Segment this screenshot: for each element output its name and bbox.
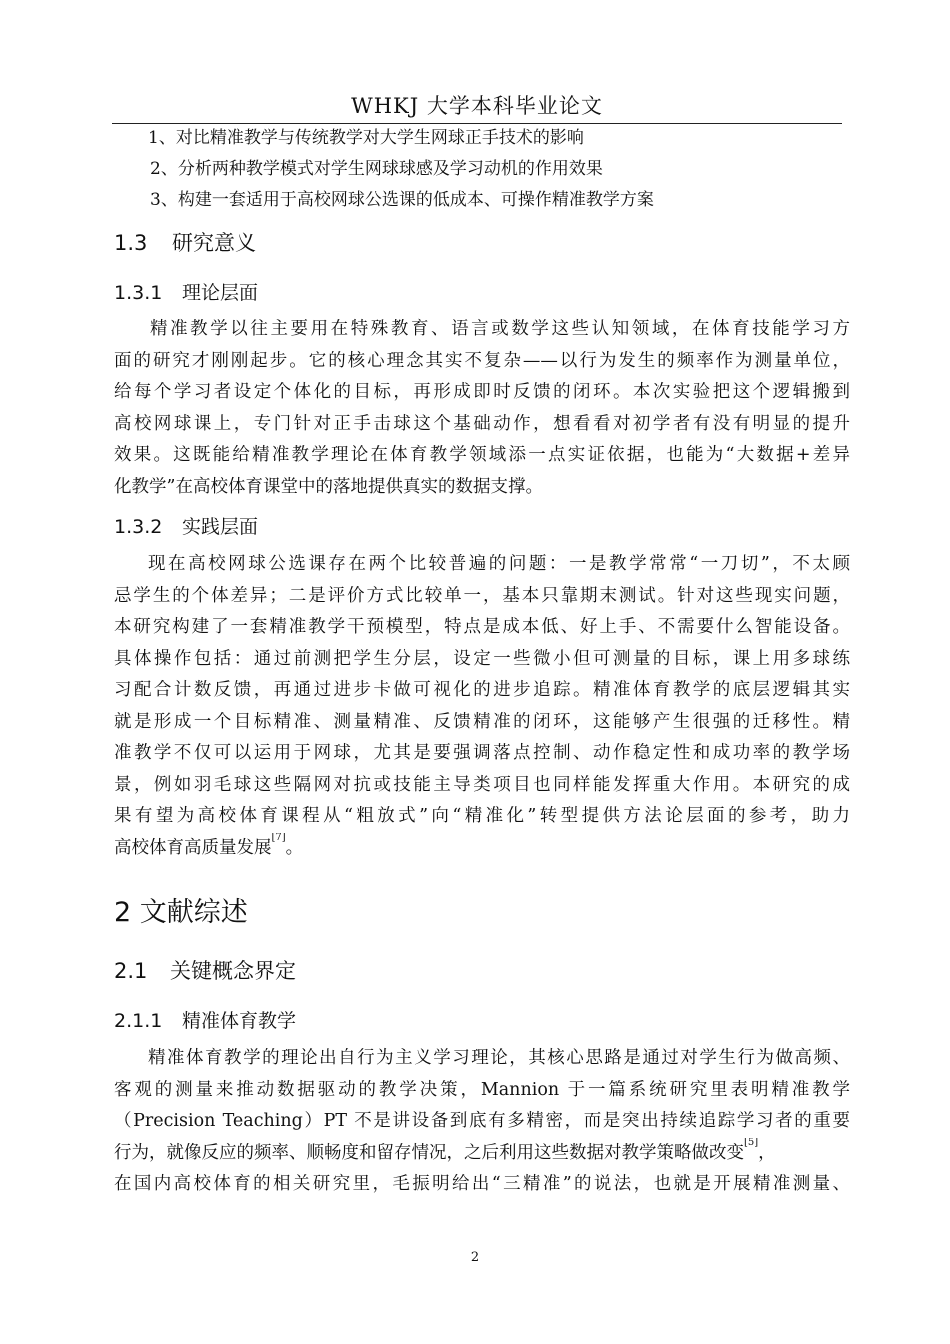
text-run: 行为，就像反应的频率、顺畅度和留存情况，之后利用这些数据对教学策略做改变	[114, 1142, 744, 1163]
text-line	[114, 1138, 850, 1170]
section-number: 1.3	[114, 231, 148, 255]
citation: [5]	[744, 1137, 759, 1148]
section-heading-1-3	[114, 229, 256, 257]
section-title: 研究意义	[172, 231, 256, 255]
section-number: 1.3.1	[114, 282, 163, 304]
text-run: 高校体育高质量发展	[114, 837, 272, 858]
paragraph-practice	[114, 549, 850, 864]
research-goal-3: 3、构建一套适用于高校网球公选课的低成本、可操作精准教学方案	[150, 190, 654, 210]
section-title: 理论层面	[182, 282, 259, 304]
text-line: 准教学不仅可以运用于网球，尤其是要强调落点控制、动作稳定性和成功率的教学场	[114, 743, 850, 763]
chapter-heading-2: 2 文献综述	[114, 897, 248, 928]
text-line: 景，例如羽毛球这些隔网对抗或技能主导类项目也同样能发挥重大作用。本研究的成	[114, 774, 850, 795]
section-heading-1-3-2	[114, 514, 258, 540]
text-line: 在国内高校体育的相关研究里，毛振明给出“三精准”的说法，也就是开展精准测量、	[114, 1174, 850, 1194]
text-line	[114, 833, 850, 865]
text-line: 精准教学以往主要用在特殊教育、语言或数学这些认知领域，在体育技能学习方	[150, 319, 850, 339]
page-header	[112, 90, 842, 124]
section-title: 精准体育教学	[182, 1010, 297, 1032]
text-line: 就是形成一个目标精准、测量精准、反馈精准的闭环，这能够产生很强的迁移性。精	[114, 711, 850, 732]
text-line: 精准体育教学的理论出自行为主义学习理论，其核心思路是通过对学生行为做高频、	[148, 1048, 850, 1068]
text-line: 习配合计数反馈，再通过进步卡做可视化的进步追踪。精准体育教学的底层逻辑其实	[114, 680, 850, 700]
text-line: 客观的测量来推动数据驱动的教学决策，Mannion 于一篇系统研究里表明精准教学	[114, 1079, 850, 1100]
text-line: 给每个学习者设定个体化的目标，再形成即时反馈的闭环。本次实验把这个逻辑搬到	[114, 382, 850, 402]
citation: [7]	[271, 832, 286, 843]
section-title: 关键概念界定	[170, 959, 296, 983]
text-line: 果有望为高校体育课程从“粗放式”向“精准化”转型提供方法论层面的参考，助力	[114, 806, 850, 826]
text-line: 效果。这既能给精准教学理论在体育教学领域添一点实证依据，也能为“大数据+差异	[114, 445, 850, 465]
text-line: 现在高校网球公选课存在两个比较普遍的问题：一是教学常常“一刀切”，不太顾	[148, 554, 850, 574]
section-heading-1-3-1	[114, 280, 258, 306]
paragraph-theory	[114, 314, 850, 503]
research-goal-1: 1、对比精准教学与传统教学对大学生网球正手技术的影响	[148, 128, 584, 148]
text-line: 化教学”在高校体育课堂中的落地提供真实的数据支撑。	[114, 476, 543, 497]
text-line: 忌学生的个体差异；二是评价方式比较单一，基本只靠期末测试。针对这些现实问题，	[114, 585, 850, 606]
text-line: 面的研究才刚刚起步。它的核心理念其实不复杂——以行为发生的频率作为测量单位，	[114, 350, 850, 371]
header-title: WHKJ 大学本科毕业论文	[351, 94, 603, 118]
section-number: 2.1.1	[114, 1010, 163, 1032]
text-line: 具体操作包括：通过前测把学生分层，设定一些微小但可测量的目标，课上用多球练	[114, 648, 850, 669]
section-number: 2.1	[114, 959, 148, 983]
text-run: ，	[758, 1142, 776, 1163]
section-title: 实践层面	[182, 516, 259, 538]
section-heading-2-1-1	[114, 1008, 296, 1034]
text-line: 本研究构建了一套精准教学干预模型，特点是成本低、好上手、不需要什么智能设备。	[114, 617, 850, 637]
research-goal-2: 2、分析两种教学模式对学生网球球感及学习动机的作用效果	[150, 159, 603, 179]
paragraph-precision-pe	[114, 1043, 850, 1201]
section-heading-2-1	[114, 957, 296, 985]
text-run: 。	[285, 837, 304, 858]
section-number: 1.3.2	[114, 516, 163, 538]
page-number: 2	[470, 1250, 480, 1265]
text-line: 高校网球课上，专门针对正手击球这个基础动作，想看看对初学者有没有明显的提升	[114, 413, 850, 434]
text-line: （Precision Teaching）PT 不是讲设备到底有多精密，而是突出持续追踪学习者的重要	[114, 1111, 850, 1131]
